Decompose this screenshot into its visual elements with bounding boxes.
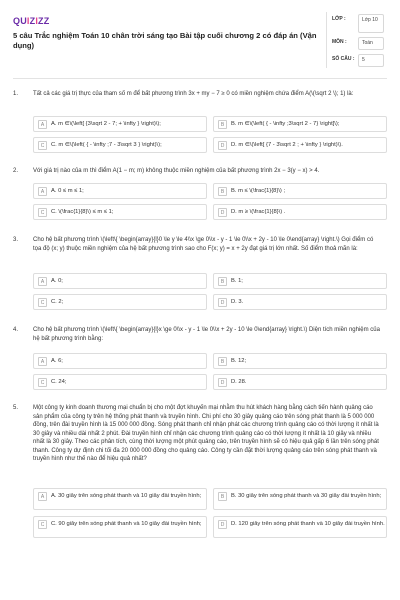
option-c[interactable] [33,137,207,153]
option-letter: D [218,520,227,529]
option-b[interactable] [213,273,387,289]
option-text: D. 3. [231,298,244,305]
option-text: B. 12; [231,357,247,364]
option-letter: A [38,187,47,196]
option-letter: A [38,492,47,501]
meta-subject [332,39,390,53]
option-d[interactable] [213,516,387,538]
question-1 [13,90,387,156]
option-text: A. 6; [51,357,63,364]
page-title: 5 câu Trắc nghiệm Toán 10 chân trời sáng tạo Bài tập cuối chương 2 có đáp án (Vận dụng) [13,31,317,50]
question-text: Cho hệ bất phương trình \(\left\{ \begin{array}{l}0 \le y \le 4\\x \ge 0\\x - y - 1 \le 0\\x + 2y - 10 \le 0\end{array} \right.\) Gọi điểm có tọa độ (x; y) thuộc miền nghiệm của hệ bất phương trình sao cho F(x; y) = x + 2y đạt giá trị lớn nhất. Số điểm thoả mãn là: [33,237,374,252]
question-text: Cho hệ bất phương trình \(\left\{ \begin{array}{l}x \ge 0\\x - y - 1 \le 0\\x + 2y - 10 \le 0\end{array} \right.\) Diện tích miền nghiệm của hệ bất phương trình bằng: [33,327,380,342]
option-d[interactable] [213,374,387,390]
option-letter: C [38,208,47,217]
option-text: B. m ∈\(\left( { - \infty ;3\sqrt 2 - 7} \right]\); [231,120,340,127]
option-text: A. 0; [51,277,63,284]
option-a[interactable] [33,273,207,289]
option-text: C. 24; [51,378,67,385]
class-label: LỚP : [332,16,346,22]
question-text: Tất cả các giá trị thực của tham số m để bất phương trình 3x + my − 7 ≥ 0 có miền nghiệm chứa điểm A(\(\sqrt 2 \); 1) là: [33,91,354,97]
option-c[interactable] [33,204,207,220]
question-number: 3. [13,237,19,243]
question-number: 5. [13,405,19,411]
option-d[interactable] [213,137,387,153]
option-letter: B [218,277,227,286]
question-number: 1. [13,91,19,97]
worksheet-header [0,0,400,80]
option-text: D. 120 giây trên sóng phát thanh và 10 giây đài truyền hình. [231,520,385,527]
option-c[interactable] [33,294,207,310]
question-5 [13,404,387,544]
option-letter: C [38,378,47,387]
option-letter: A [38,120,47,129]
option-text: C. \(\frac{1}{8}\) ≤ m ≤ 1; [51,208,114,215]
header-divider [13,78,387,79]
option-text: A. m ∈\(\left[ {3\sqrt 2 - 7; + \infty } \right)\); [51,120,161,127]
option-letter: C [38,298,47,307]
meta-class [332,16,390,30]
option-text: A. 0 ≤ m ≤ 1; [51,187,84,194]
option-text: B. 30 giây trên sóng phát thanh và 30 giây đài truyền hình; [231,492,382,499]
option-b[interactable] [213,353,387,369]
option-text: A. 30 giây trên sóng phát thanh và 10 giây đài truyền hình; [51,492,202,499]
option-letter: D [218,378,227,387]
count-value: 5 [358,54,384,67]
option-b[interactable] [213,488,387,510]
meta-info [326,12,386,68]
option-letter: A [38,277,47,286]
option-letter: B [218,187,227,196]
question-number: 4. [13,327,19,333]
option-text: C. m ∈\(\left( { - \infty ;7 - 3\sqrt 3 } \right)\); [51,141,162,148]
option-b[interactable] [213,183,387,199]
option-letter: D [218,298,227,307]
option-c[interactable] [33,516,207,538]
subject-label: MÔN : [332,39,347,45]
quizizz-logo: QUIZIZZ [13,16,50,26]
option-d[interactable] [213,294,387,310]
meta-count [332,56,390,70]
option-text: D. m ≥ \(\frac{1}{8}\) . [231,208,286,215]
option-text: B. m ≤ \(\frac{1}{8}\) ; [231,187,286,194]
option-a[interactable] [33,353,207,369]
option-c[interactable] [33,374,207,390]
subject-value: Toán [358,37,384,50]
option-a[interactable] [33,488,207,510]
question-text: Một công ty kinh doanh thương mại chuẩn bị cho một đợt khuyến mại nhằm thu hút khách hàng bằng cách tiến hành quảng cáo sản phẩm của công ty trên hệ thống phát thanh và truyền hình. Chi phí cho 30 giây quảng cáo trên sóng phát thanh là 5 000 000 đồng, trên đài truyền hình là 15 000 000 đồng. Sóng phát thanh chỉ nhận phát các chương trình quảng cáo có thời lượng ít nhất là 30 giây và nhiều dài nhất 2 phút. Đài truyền hình chỉ nhận các chương trình quảng cáo có thời lượng ít nhất là 10 giây và nhiều nhất là 30 giây. Theo các phân tích, cùng thời lượng một phút quảng cáo, trên truyền hình sẽ có hiệu quả gấp 6 lần trên sóng phát thanh. Công ty dự định chi tối đa 20 000 000 đồng cho quảng cáo. Công ty cần đặt thời lượng quảng cáo trên sóng phát thanh và truyền hình như thế nào để hiệu quả nhất? [33,405,379,463]
question-text: Với giá trị nào của m thì điểm A(1 − m; m) không thuộc miền nghiệm của bất phương trình 2x − 3(y − x) > 4. [33,168,320,174]
option-b[interactable] [213,116,387,132]
option-letter: C [38,141,47,150]
option-text: D. 28. [231,378,247,385]
option-text: C. 90 giây trên sóng phát thanh và 10 giây đài truyền hình; [51,520,202,527]
option-text: C. 2; [51,298,64,305]
question-2 [13,167,387,225]
question-number: 2. [13,168,19,174]
option-text: D. m ∈\(\left[ {7 - 3\sqrt 2 ; + \infty } \right)\). [231,141,343,148]
option-letter: C [38,520,47,529]
option-text: B. 1; [231,277,243,284]
option-letter: B [218,120,227,129]
option-letter: D [218,141,227,150]
option-a[interactable] [33,116,207,132]
class-value: Lớp 10 [358,14,384,33]
option-a[interactable] [33,183,207,199]
question-4 [13,326,387,392]
count-label: SỐ CÂU : [332,56,355,62]
option-d[interactable] [213,204,387,220]
option-letter: B [218,357,227,366]
option-letter: B [218,492,227,501]
option-letter: D [218,208,227,217]
question-3 [13,236,387,314]
option-letter: A [38,357,47,366]
